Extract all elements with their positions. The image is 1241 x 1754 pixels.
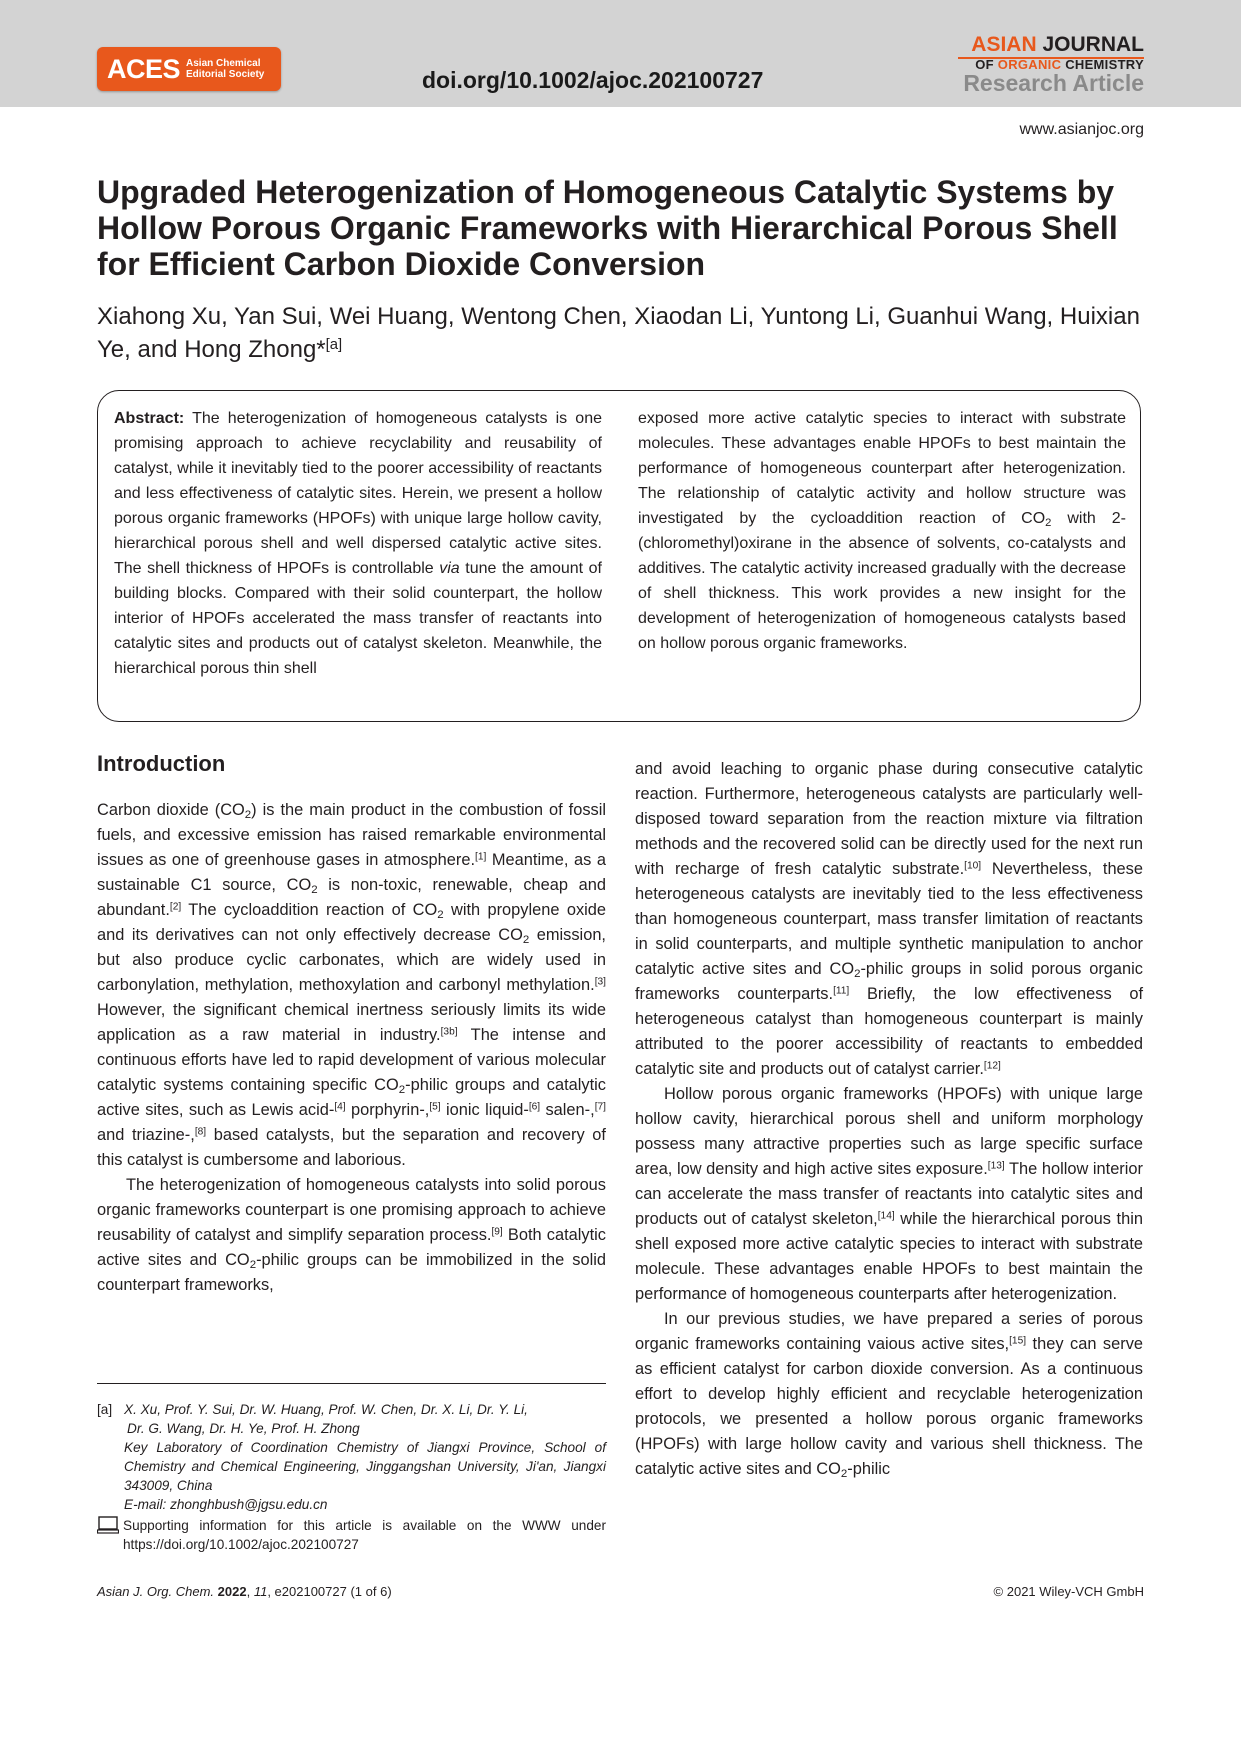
publisher-logo-subtitle: Asian Chemical Editorial Society <box>186 58 265 80</box>
supporting-info-note <box>97 1516 606 1554</box>
footnote-divider <box>97 1383 606 1384</box>
page-footer-copyright: © 2021 Wiley-VCH GmbH <box>993 1584 1144 1599</box>
doi-link[interactable]: doi.org/10.1002/ajoc.202100727 <box>422 67 764 93</box>
abstract-column-left: Abstract: The heterogenization of homogeneous catalysts is one promising approach to achieve recyclability and reusability of catalyst, while it inevitably tied to the poorer accessibility of reactants and less effectiveness of catalytic sites. Herein, we present a hollow porous organic frameworks (HPOFs) with unique large hollow cavity, hierarchical porous shell and well dispersed catalytic active sites. The shell thickness of HPOFs is controllable via tune the amount of building blocks. Compared with their solid counterpart, the hollow interior of HPOFs accelerated the mass transfer of reactants into catalytic sites and products out of catalyst skeleton. Meanwhile, the hierarchical porous thin shell <box>114 410 602 677</box>
citation-link[interactable]: [14] <box>877 1210 895 1222</box>
abstract-label: Abstract: <box>114 410 185 427</box>
page-footer-citation: Asian J. Org. Chem. 2022, 11, e202100727 (1 of 6) <box>97 1584 392 1599</box>
citation-link[interactable]: [6] <box>528 1101 541 1113</box>
journal-logo: ASIAN JOURNAL OF ORGANIC CHEMISTRY Research Article <box>963 33 1144 96</box>
citation-link[interactable]: [3] <box>594 976 606 988</box>
citation-link[interactable]: [15] <box>1009 1335 1027 1347</box>
citation-link[interactable]: [3b] <box>440 1026 458 1038</box>
author-list: Xiahong Xu, Yan Sui, Wei Huang, Wentong Chen, Xiaodan Li, Yuntong Li, Guanhui Wang, Huixian Ye, and Hong Zhong*[a] <box>97 303 1140 363</box>
footnote-key: [a] <box>97 1402 113 1417</box>
publisher-logo-text: ACES <box>107 53 181 84</box>
body-column-left <box>97 751 606 1298</box>
citation-link[interactable]: [12] <box>983 1060 1001 1072</box>
citation-link[interactable]: [5] <box>429 1101 441 1113</box>
citation-link[interactable]: [11] <box>833 985 850 997</box>
body-paragraph: Hollow porous organic frameworks (HPOFs) with unique large hollow cavity, hierarchical porous shell and uniform morphology possess many attractive properties such as large specific surface area, low density and high active sites exposure.[13] The hollow interior can accelerate the mass transfer of reactants into catalytic sites and products out of catalyst skeleton,[14] while the hierarchical porous thin shell exposed more active catalytic species to interact with substrate molecule. These advantages enable HPOFs to best maintain the performance of homogeneous counterparts after heterogenization. <box>635 1085 1143 1303</box>
body-paragraph: The heterogenization of homogeneous catalysts into solid porous organic frameworks counterpart is one promising approach to achieve reusability of catalyst and simplify separation process.[9] Both catalytic active sites and $CO_2$-philic groups can be immobilized in the solid counterpart frameworks, <box>97 1176 606 1294</box>
citation-link[interactable]: [9] <box>491 1226 503 1238</box>
citation-link[interactable]: [8] <box>194 1126 207 1138</box>
citation-link[interactable]: [7] <box>594 1101 606 1113</box>
publisher-logo[interactable] <box>97 47 281 91</box>
citation-link[interactable]: [1] <box>475 851 487 863</box>
supporting-info-link[interactable]: Supporting information for this article is available on the WWW under https://doi.org/10.1002/ajoc.202100727 <box>123 1518 606 1552</box>
citation-link[interactable]: [4] <box>334 1101 346 1113</box>
computer-icon <box>97 1516 123 1554</box>
body-paragraph: Carbon dioxide $(CO_2)$ is the main product in the combustion of fossil fuels, and excessive emission has raised remarkable environmental issues as one of greenhouse gases in atmosphere.[1] Meantime, as a sustainable C1 source, $CO_2$ is non-toxic, renewable, cheap and abundant.[2] The cycloaddition reaction of $CO_2$ with propylene oxide and its derivatives can not only effectively decrease $CO_2$ emission, but also produce cyclic carbonates, which are widely used in carbonylation, methylation, methoxylation and carbonyl methylation.[3] However, the significant chemical inertness seriously limits its wide application as a raw material in industry.[3b] The intense and continuous efforts have led to rapid development of various molecular catalytic systems containing specific $CO_2$-philic groups and catalytic active sites, such as Lewis acid-[4] porphyrin-,[5] ionic liquid-[6] salen-,[7] and triazine-,[8] based catalysts, but the separation and recovery of this catalyst is cumbersome and laborious. <box>97 801 607 1169</box>
journal-website-link[interactable]: www.asianjoc.org <box>1019 121 1144 138</box>
section-heading-introduction: Introduction <box>97 751 226 776</box>
contact-email[interactable]: E-mail: zhonghbush@jgsu.edu.cn <box>124 1497 328 1512</box>
body-column-right <box>635 757 1143 1482</box>
affiliation-mark: [a] <box>325 336 343 353</box>
citation-link[interactable]: [13] <box>987 1160 1005 1172</box>
citation-link[interactable]: [2] <box>169 901 182 913</box>
citation-link[interactable]: [10] <box>964 860 982 872</box>
abstract-column-right: exposed more active catalytic species to interact with substrate molecules. These advantages enable HPOFs to best maintain the performance of homogeneous counterpart after heterogenization. The relationship of catalytic activity and hollow structure was investigated by the cycloaddition reaction of $CO_2$ with 2-(chloromethyl)oxirane in the absence of solvents, co-catalysts and additives. The catalytic activity increased gradually with the decrease of shell thickness. This work provides a new insight for the development of heterogenization of homogeneous catalysts based on hollow porous organic frameworks. <box>638 410 1126 652</box>
body-paragraph: and avoid leaching to organic phase during consecutive catalytic reaction. Furthermore, heterogeneous catalysts are particularly well-disposed toward separation from the reaction mixture via filtration methods and the recovered solid can be directly used for the next run with recharge of fresh catalytic substrate.[10] Nevertheless, these heterogeneous catalysts are inevitably tied to the less effectiveness than homogeneous counterpart, mass transfer limitation of reactants in solid counterparts, and multiple synthetic manipulation to anchor catalytic active sites and $CO_2$-philic groups in solid porous organic frameworks counterparts.[11] Briefly, the low effectiveness of heterogeneous catalyst than homogeneous counterpart is mainly attributed to the poorer accessibility of reactants to embedded catalytic site and products out of catalyst carrier.[12] <box>635 760 1143 1078</box>
affiliation-footnote: [a] X. Xu, Prof. Y. Sui, Dr. W. Huang, Prof. W. Chen, Dr. X. Li, Dr. Y. Li, Dr. G. Wang, Dr. H. Ye, Prof. H. Zhong Key Laboratory of Coordination Chemistry of Jiangxi Province, School of Chemistry and Chemical Engineering, Jinggangshan University, Ji'an, Jiangxi 343009, China E-mail: zhonghbush@jgsu.edu.cn <box>97 1402 606 1512</box>
body-paragraph: In our previous studies, we have prepared a series of porous organic frameworks containing vaious active sites,[15] they can serve as efficient catalyst for carbon dioxide conversion. As a continuous effort to develop highly efficient and recyclable heterogenization protocols, we presented a hollow porous organic frameworks (HPOFs) with large hollow cavity and various shell thickness. The catalytic active sites and $CO_2$-philic <box>635 1310 1144 1480</box>
article-type: Research Article <box>963 70 1144 96</box>
article-title: Upgraded Heterogenization of Homogeneous Catalytic Systems by Hollow Porous Organic Frameworks with Hierarchical Porous Shell for Efficient Carbon Dioxide Conversion <box>97 174 1118 282</box>
